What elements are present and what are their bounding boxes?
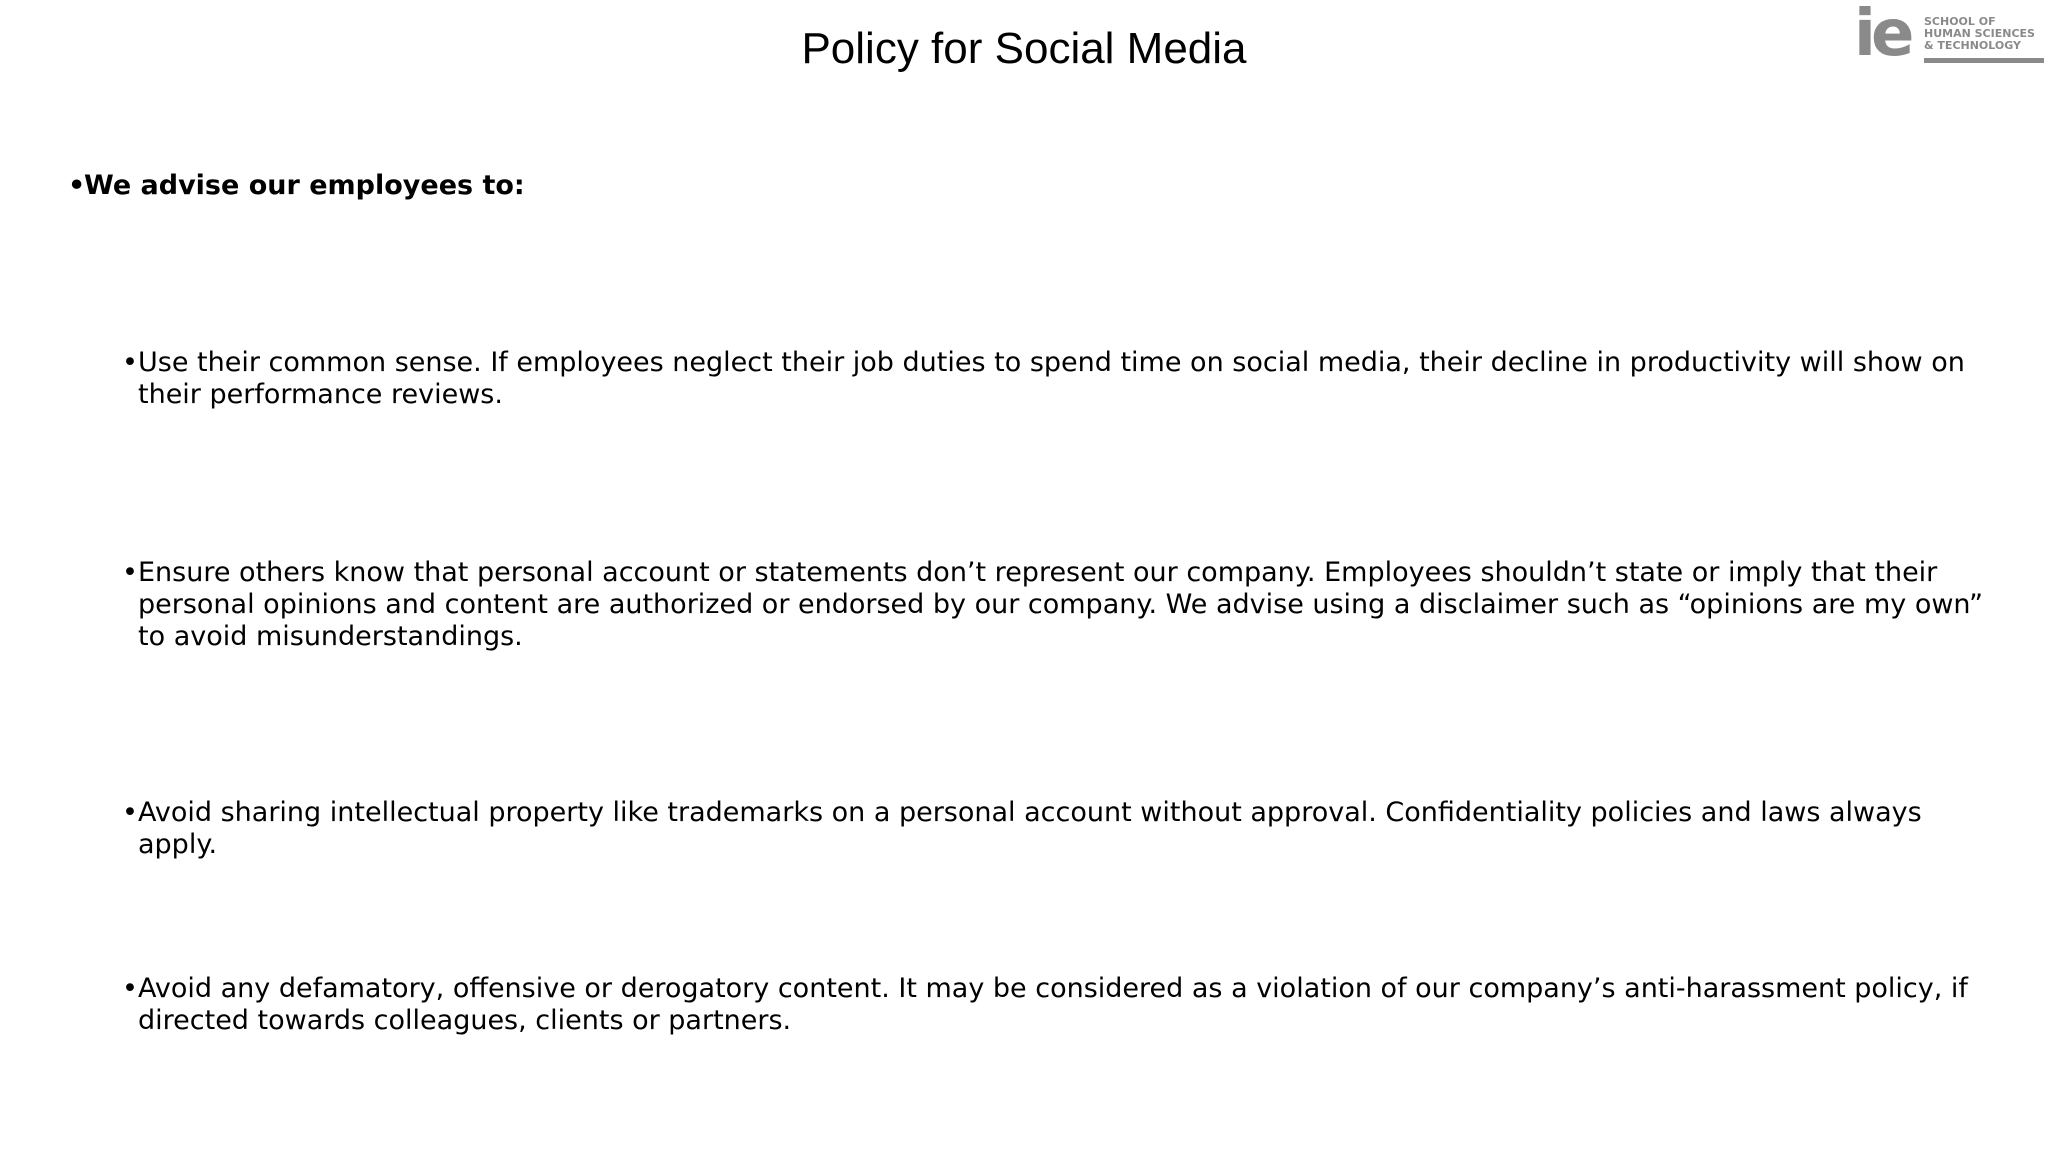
bullet-mark: •: [122, 347, 138, 378]
logo-text: [1924, 16, 2035, 52]
lead-bullet: [68, 170, 525, 202]
logo-line-3: & TECHNOLOGY: [1924, 39, 2021, 52]
bullet-item: [122, 347, 2002, 411]
bullet-text: Use their common sense. If employees neglect their job duties to spend time on social media, their decline in productivity will show on their performance reviews.: [138, 347, 1965, 410]
bullet-item: [122, 557, 2002, 653]
bullet-mark: •: [122, 797, 138, 828]
bullet-text: Avoid any defamatory, offensive or derogatory content. It may be considered as a violation of our company’s anti-harassment policy, if directed towards colleagues, clients or partners.: [138, 973, 1968, 1036]
bullet-text: Avoid sharing intellectual property like trademarks on a personal account without approval. Confidentiality policies and laws always apply.: [138, 797, 1922, 860]
lead-bullet-mark: •: [68, 170, 86, 201]
bullet-item: [122, 973, 2002, 1037]
bullet-text: Ensure others know that personal account or statements don’t represent our company. Employees shouldn’t state or imply that their personal opinions and content are authorized or endorsed by our company. We advise using a disclaimer such as “opinions are my own” to avoid misunderstandings.: [138, 557, 1984, 652]
slide-title: Policy for Social Media: [801, 24, 1247, 73]
logo-mark: ie: [1854, 0, 1910, 71]
logo-line-1: SCHOOL OF: [1924, 15, 1996, 28]
bullet-mark: •: [122, 557, 138, 588]
bullet-item: [122, 797, 2002, 861]
logo-line-2: HUMAN SCIENCES: [1924, 27, 2035, 40]
school-logo: [1854, 0, 2044, 71]
logo-underline: [1924, 58, 2044, 63]
bullet-mark: •: [122, 973, 138, 1004]
lead-text: We advise our employees to:: [84, 170, 525, 201]
